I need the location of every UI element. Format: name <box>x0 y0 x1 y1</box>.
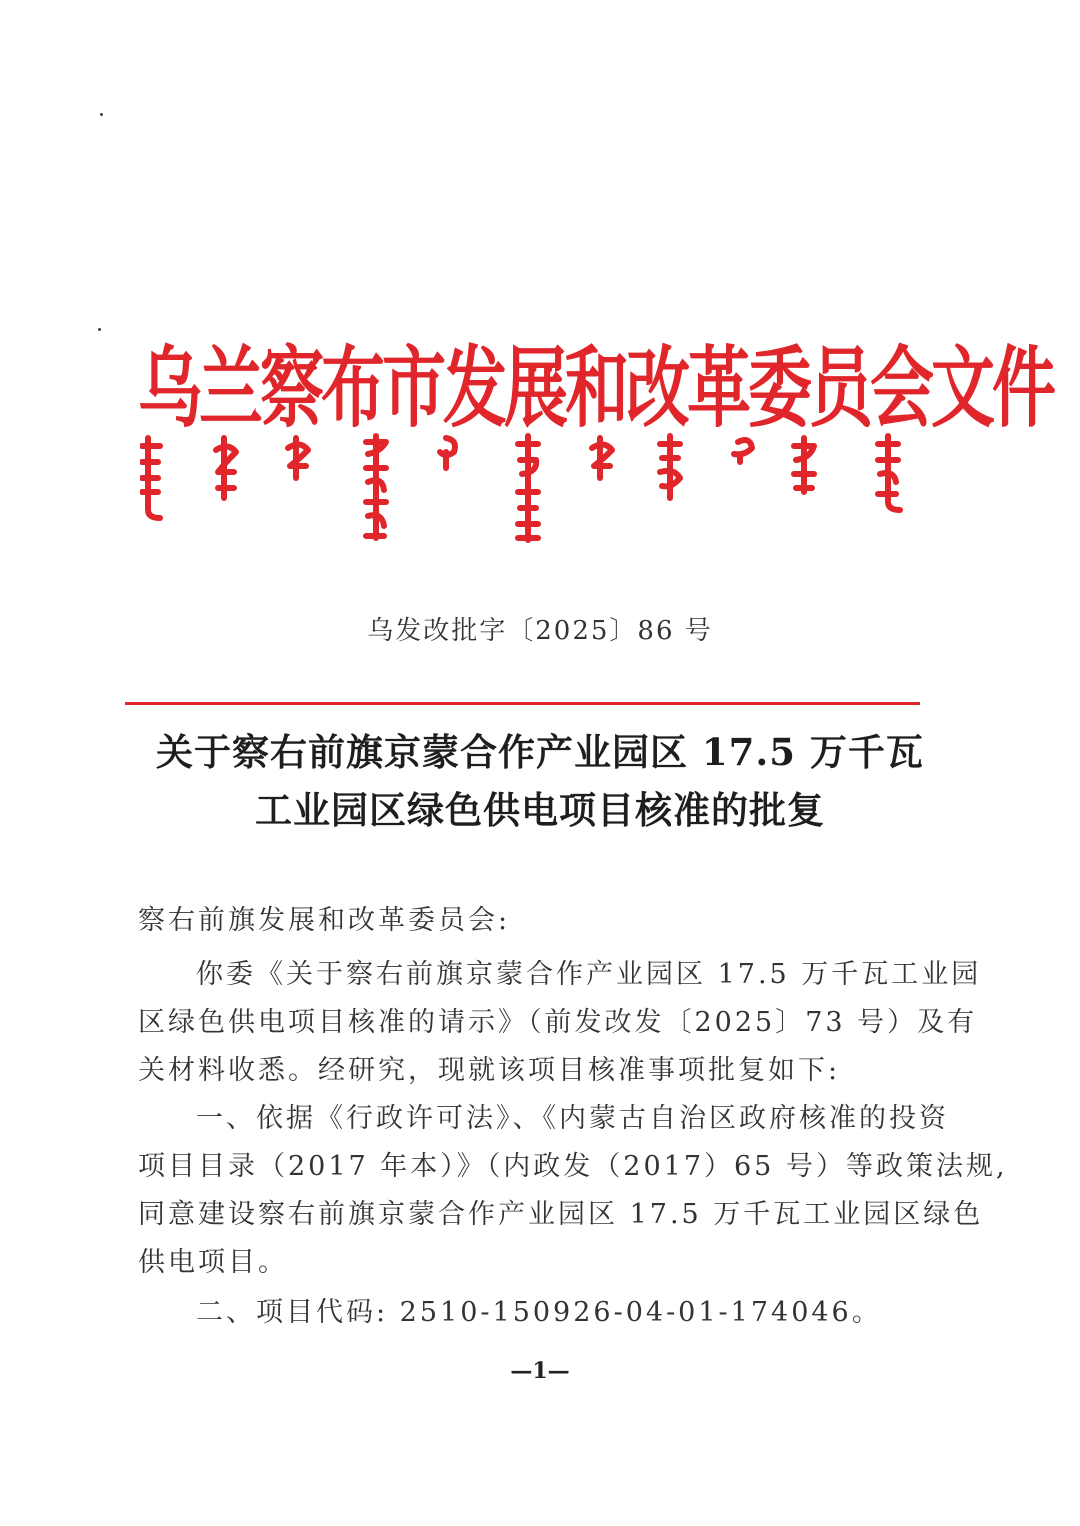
document-number: 乌发改批字〔2025〕86 号 <box>367 616 713 646</box>
issuer-title: 乌兰察布市发展和改革委员会文件 <box>138 338 1053 441</box>
mongolian-word <box>216 438 236 498</box>
mongolian-word <box>794 438 814 492</box>
body-line: 二、项目代码: 2510-150926-04-01-174046。 <box>196 1297 882 1328</box>
addressee: 察右前旗发展和改革委员会: <box>138 905 511 936</box>
mongolian-word <box>440 438 455 468</box>
body-line: 同意建设察右前旗京蒙合作产业园区 17.5 万千瓦工业园区绿色 <box>138 1199 984 1230</box>
mongolian-word <box>366 436 386 538</box>
body-line: 供电项目。 <box>138 1247 288 1278</box>
mongolian-word <box>592 438 612 478</box>
document-title-line-1: 关于察右前旗京蒙合作产业园区 17.5 万千瓦 <box>156 730 924 774</box>
body-line: 项目目录（2017 年本）》（内政发（2017）65 号）等政策法规, <box>138 1151 1008 1182</box>
mongolian-word <box>660 436 680 498</box>
body-line: 你委《关于察右前旗京蒙合作产业园区 17.5 万千瓦工业园 <box>196 959 982 990</box>
scan-speck <box>98 328 101 331</box>
mongolian-word <box>288 438 308 478</box>
red-divider-line <box>125 702 920 705</box>
mongolian-word <box>518 436 538 540</box>
document-title-line-2: 工业园区绿色供电项目核准的批复 <box>255 788 825 832</box>
page-number: —1— <box>510 1358 570 1384</box>
mongolian-word <box>142 438 160 518</box>
scan-speck <box>100 113 103 116</box>
body-line: 一、依据《行政许可法》、《内蒙古自治区政府核准的投资 <box>196 1103 949 1134</box>
mongolian-word <box>878 436 900 510</box>
mongolian-script-title <box>140 432 910 550</box>
mongolian-word <box>734 440 752 462</box>
body-line: 区绿色供电项目核准的请示》（前发改发〔2025〕73 号）及有 <box>138 1007 978 1038</box>
body-line: 关材料收悉。经研究，现就该项目核准事项批复如下: <box>138 1055 841 1086</box>
